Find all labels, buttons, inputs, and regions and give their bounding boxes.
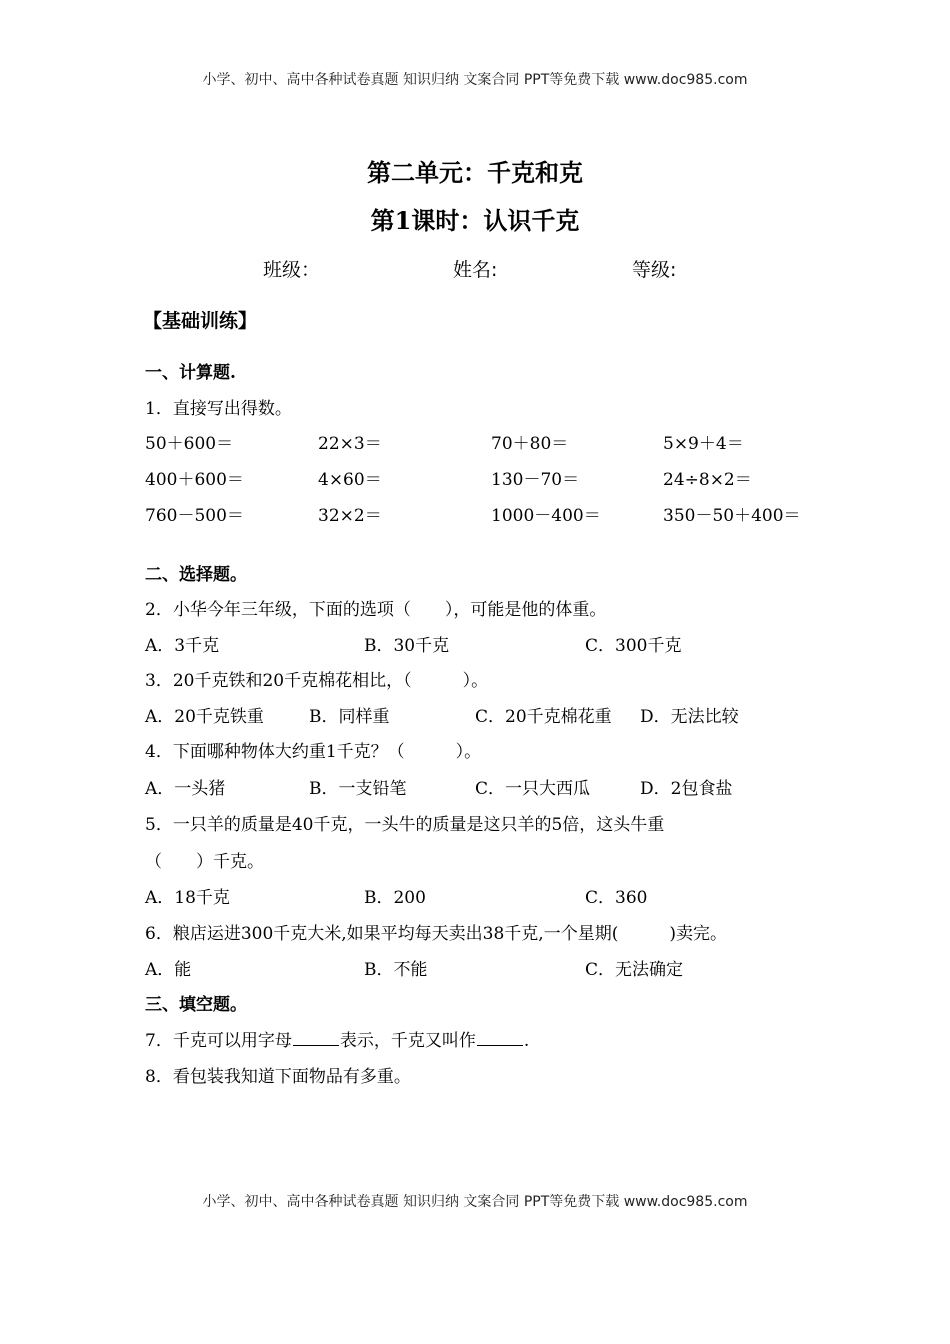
option: B．30千克 (364, 636, 450, 656)
part2-heading: 二、选择题。 (145, 565, 247, 585)
calc-item: 24÷8×2＝ (663, 470, 752, 490)
calc-item: 4×60＝ (318, 470, 382, 490)
option: A．20千克铁重 (145, 707, 264, 727)
question-2: 2．小华今年三年级，下面的选项（ ），可能是他的体重。 (145, 600, 607, 620)
option: D．2包食盐 (640, 779, 733, 799)
calc-item: 70＋80＝ (491, 434, 569, 454)
option: C．无法确定 (585, 960, 684, 980)
class-label: 班级： (263, 259, 321, 281)
fill-blank[interactable] (293, 1030, 339, 1046)
option: A．18千克 (145, 888, 230, 908)
option: B．一支铅笔 (309, 779, 407, 799)
question-7-part-c: . (523, 1031, 530, 1051)
question-8: 8．看包装我知道下面物品有多重。 (145, 1067, 411, 1087)
part3-heading: 三、填空题。 (145, 995, 247, 1015)
question-3: 3．20千克铁和20千克棉花相比，（ ）。 (145, 671, 489, 691)
section-basic-heading: 【基础训练】 (143, 310, 258, 332)
question-4: 4．下面哪种物体大约重1千克？（ ）。 (145, 742, 482, 762)
question-7-part-b: 表示，千克又叫作 (339, 1031, 476, 1051)
calc-item: 1000－400＝ (491, 506, 601, 526)
option: C．360 (585, 888, 648, 908)
option: A．一头猪 (145, 779, 226, 799)
page-subtitle: 第1课时：认识千克 (370, 206, 580, 235)
question-7 (145, 1026, 529, 1051)
question-1: 1．直接写出得数。 (145, 399, 292, 419)
option: B．同样重 (309, 707, 390, 727)
fill-blank[interactable] (477, 1030, 523, 1046)
question-6: 6．粮店运进300千克大米,如果平均每天卖出38千克,一个星期( )卖完。 (145, 924, 727, 944)
calc-item: 5×9＋4＝ (663, 434, 744, 454)
option: C．300千克 (585, 636, 682, 656)
page-footer: 小学、初中、高中各种试卷真题 知识归纳 文案合同 PPT等免费下载 www.doc985.com (202, 1194, 748, 1210)
calc-item: 32×2＝ (318, 506, 382, 526)
option: B．200 (364, 888, 426, 908)
page-header: 小学、初中、高中各种试卷真题 知识归纳 文案合同 PPT等免费下载 www.doc985.com (202, 72, 748, 88)
calc-item: 350－50＋400＝ (663, 506, 801, 526)
calc-item: 760－500＝ (145, 506, 244, 526)
question-7-part-a: 7．千克可以用字母 (145, 1031, 292, 1051)
option: A．3千克 (145, 636, 220, 656)
option: A．能 (145, 960, 192, 980)
option: D．无法比较 (640, 707, 739, 727)
option: B．不能 (364, 960, 428, 980)
calc-item: 400＋600＝ (145, 470, 244, 490)
calc-item: 50＋600＝ (145, 434, 234, 454)
grade-label: 等级: (632, 259, 677, 281)
option: C．20千克棉花重 (475, 707, 612, 727)
page-title: 第二单元：千克和克 (367, 158, 583, 187)
question-5: 5．一只羊的质量是40千克，一头牛的质量是这只羊的5倍，这头牛重 (145, 815, 665, 835)
option: C．一只大西瓜 (475, 779, 591, 799)
calc-item: 22×3＝ (318, 434, 382, 454)
part1-heading: 一、计算题. (145, 363, 236, 383)
question-5-cont: （ ）千克。 (145, 852, 264, 872)
name-label: 姓名: (453, 259, 498, 281)
calc-item: 130－70＝ (491, 470, 580, 490)
